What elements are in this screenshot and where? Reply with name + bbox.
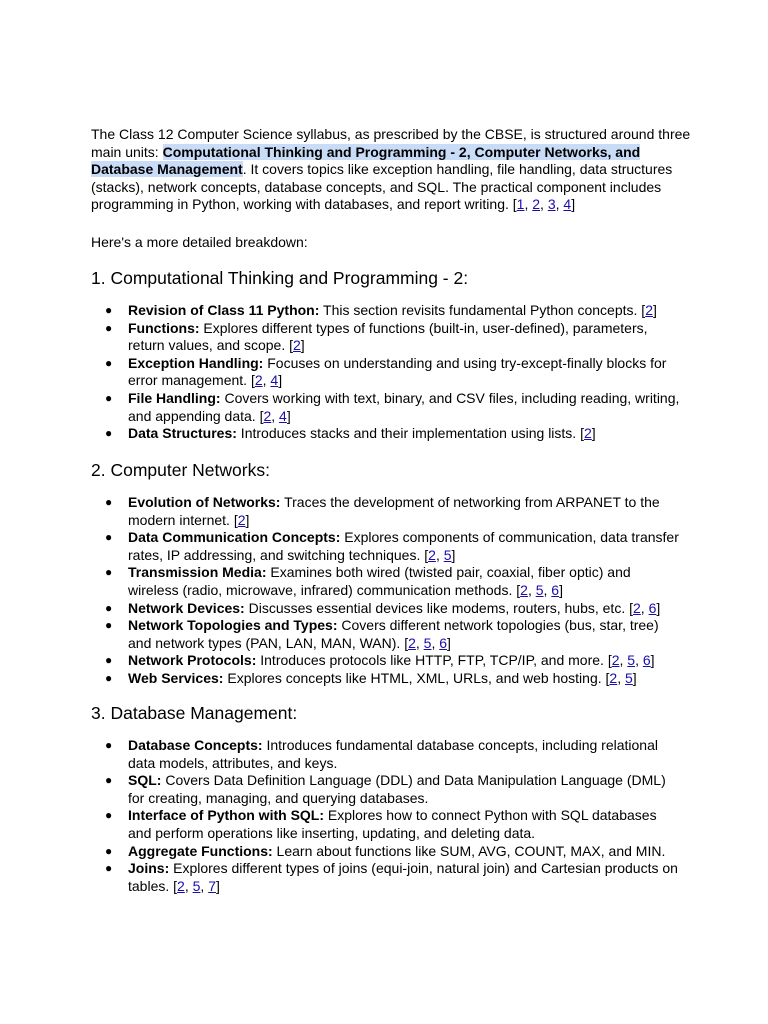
citation-link[interactable]: 5 <box>535 581 544 598</box>
citation-link[interactable]: 2 <box>408 634 416 651</box>
bullet-icon: ● <box>105 808 113 823</box>
item-title: Functions: <box>128 319 200 336</box>
item-text: Focuses on understanding and using try-except-finally blocks for error management. <box>128 354 667 389</box>
list-item: ● Data Structures: Introduces stacks and their implementation using lists. [2] <box>105 425 596 442</box>
item-title: Joins: <box>128 860 170 877</box>
citation-link[interactable]: 2 <box>237 511 246 528</box>
item-title: Database Concepts: <box>128 737 263 753</box>
bullet-icon: ● <box>105 670 113 685</box>
item-title: Interface of Python with SQL: <box>128 807 325 824</box>
bullet-icon: ● <box>105 426 113 441</box>
bullet-icon: ● <box>105 653 113 668</box>
citation-link[interactable]: 2 <box>532 196 541 213</box>
citation-link[interactable]: 5 <box>627 652 636 669</box>
item-text: Learn about functions like SUM, AVG, COUNT, MAX, and MIN. <box>272 842 666 859</box>
citation-link[interactable]: 2 <box>633 599 641 616</box>
citation-link[interactable]: 5 <box>625 669 633 686</box>
item-title: SQL: <box>128 772 162 789</box>
list-item: ● Network Protocols: Introduces protocols like HTTP, FTP, TCP/IP, and more. [2, 5, 6] <box>105 652 655 669</box>
intro-highlight: Computational Thinking and Programming - 2, Computer Networks, and Database Management <box>91 143 641 178</box>
bullet-icon: ● <box>105 495 113 509</box>
bullet-icon: ● <box>105 738 113 752</box>
section-list-database <box>91 737 681 895</box>
citation-link[interactable]: 6 <box>642 652 651 669</box>
section-heading-programming: 1. Computational Thinking and Programming - 2: <box>91 268 469 288</box>
list-item: ● Network Topologies and Types: Covers different network topologies (bus, star, tree) and network types (PAN, LAN, MAN, WAN). [2, 5, 6] <box>105 617 659 651</box>
list-item: ● Joins: Explores different types of joins (equi-join, natural join) and Cartesian products on tables. [2, 5, 7] <box>105 860 678 894</box>
item-text: Explores components of communication, data transfer rates, IP addressing, and switching techniques. <box>128 529 679 563</box>
citation-link[interactable]: 3 <box>547 196 556 213</box>
intro-citations: [1, 2, 3, 4] <box>512 196 576 213</box>
item-title: Revision of Class 11 Python: <box>128 302 320 318</box>
list-item: ● Web Services: Explores concepts like HTML, XML, URLs, and web hosting. [2, 5] <box>105 669 637 686</box>
citation-link[interactable]: 5 <box>443 546 452 563</box>
item-text: Introduces fundamental database concepts, including relational data models, attributes, and keys. <box>128 737 658 771</box>
section-list-networks <box>91 494 681 688</box>
citation-link[interactable]: 2 <box>609 669 618 686</box>
intro-paragraph <box>91 126 691 214</box>
item-title: Network Topologies and Types: <box>128 617 338 634</box>
item-text: Covers working with text, binary, and CSV files, including reading, writing, and appending data. <box>128 389 680 424</box>
bullet-icon: ● <box>105 843 113 858</box>
bullet-icon: ● <box>105 530 113 545</box>
item-text: Introduces stacks and their implementation using lists. <box>236 425 581 442</box>
item-title: Exception Handling: <box>128 354 264 371</box>
item-text: Explores different types of functions (built-in, user-defined), parameters, return values, and scope. <box>128 319 648 354</box>
item-text: Discusses essential devices like modems, routers, hubs, etc. <box>244 599 630 616</box>
section-list-programming <box>91 302 681 443</box>
citation-link[interactable]: 2 <box>520 581 528 598</box>
item-title: File Handling: <box>128 389 221 406</box>
list-item: ● Evolution of Networks: Traces the development of networking from ARPANET to the modern internet. [2] <box>105 494 660 528</box>
citation-link[interactable]: 4 <box>270 372 279 389</box>
item-title: Network Devices: <box>128 599 245 616</box>
citation-link[interactable]: 1 <box>516 196 525 213</box>
bullet-icon: ● <box>105 773 113 788</box>
item-text: Explores concepts like HTML, XML, URLs, and web hosting. <box>223 669 606 686</box>
item-title: Network Protocols: <box>128 652 257 669</box>
bullet-icon: ● <box>105 390 113 405</box>
list-item: ● Network Devices: Discusses essential devices like modems, routers, hubs, etc. [2, 6] <box>105 599 661 616</box>
citation-link[interactable]: 6 <box>648 599 657 616</box>
list-item <box>91 843 681 861</box>
citation-link[interactable]: 2 <box>428 546 436 563</box>
item-text: Examines both wired (twisted pair, coaxial, fiber optic) and wireless (radio, microwave, infrared) communication methods. <box>128 564 631 598</box>
list-item: ● File Handling: Covers working with text, binary, and CSV files, including reading, writing, and appending data. [2, 4] <box>105 389 680 424</box>
citation-link[interactable]: 6 <box>551 581 560 598</box>
citation-link[interactable]: 6 <box>439 634 448 651</box>
bullet-icon: ● <box>105 320 113 335</box>
bullet-icon: ● <box>105 565 113 580</box>
item-text: Introduces protocols like HTTP, FTP, TCP/IP, and more. <box>256 652 608 669</box>
intro-text-before: The Class 12 Computer Science syllabus, as prescribed by the CBSE, is structured around three main units: <box>91 126 691 160</box>
bullet-icon: ● <box>105 600 113 615</box>
citation-link[interactable]: 2 <box>583 425 592 442</box>
item-title: Transmission Media: <box>128 564 267 581</box>
section-heading-networks: 2. Computer Networks: <box>91 460 270 480</box>
list-item: ● Transmission Media: Examines both wired (twisted pair, coaxial, fiber optic) and wireless (radio, microwave, infrared) communication methods. [2, 5, 6] <box>105 564 631 598</box>
citation-link[interactable]: 2 <box>611 652 620 669</box>
item-text: Traces the development of networking from ARPANET to the modern internet. <box>128 494 660 528</box>
bullet-icon: ● <box>105 618 113 633</box>
item-text: Explores how to connect Python with SQL databases and perform operations like inserting, updating, and deleting data. <box>128 807 657 841</box>
citation-link[interactable]: 5 <box>423 634 432 651</box>
intro-text-after: . It covers topics like exception handling, file handling, data structures (stacks), network concepts, database concepts, and SQL. The practical component includes programming in Python, working with databases, and report writing. <box>91 161 673 213</box>
item-text: This section revisits fundamental Python concepts. <box>319 302 642 318</box>
list-item <box>91 772 681 807</box>
list-item <box>91 737 681 772</box>
item-title: Evolution of Networks: <box>128 494 281 510</box>
list-item: ● Revision of Class 11 Python: This section revisits fundamental Python concepts. [2] <box>105 302 657 318</box>
item-title: Data Structures: <box>128 425 237 442</box>
citation-link[interactable]: 5 <box>192 877 201 894</box>
item-text: Covers different network topologies (bus, star, tree) and network types (PAN, LAN, MAN, WAN). <box>128 617 659 651</box>
item-title: Web Services: <box>128 669 224 686</box>
item-title: Aggregate Functions: <box>128 842 273 859</box>
item-text: Covers Data Definition Language (DDL) and Data Manipulation Language (DML) for creating, managing, and querying databases. <box>128 772 666 806</box>
bullet-icon: ● <box>105 861 113 876</box>
citation-link[interactable]: 4 <box>563 196 572 213</box>
breakdown-text: Here's a more detailed breakdown: <box>91 234 308 250</box>
bullet-icon: ● <box>105 355 113 370</box>
list-item <box>91 807 681 842</box>
document-body <box>91 126 691 894</box>
citation-link[interactable]: 2 <box>645 302 653 318</box>
list-item: ● Functions: Explores different types of functions (built-in, user-defined), parameters, return values, and scope. [2] <box>105 319 648 354</box>
citation-link[interactable]: 2 <box>293 337 301 354</box>
section-heading-database: 3. Database Management: <box>91 703 298 723</box>
list-item: ● Data Communication Concepts: Explores components of communication, data transfer rates, IP addressing, and switching techniques. [2, 5] <box>105 529 679 563</box>
list-item: ● Exception Handling: Focuses on understanding and using try-except-finally blocks for error management. [2, 4] <box>105 354 667 389</box>
citation-link[interactable]: 7 <box>208 877 216 894</box>
citation-link[interactable]: 2 <box>263 407 272 424</box>
citation-link[interactable]: 4 <box>279 407 287 424</box>
bullet-icon: ● <box>105 303 113 317</box>
citation-link[interactable]: 2 <box>254 372 263 389</box>
citation-link[interactable]: 2 <box>177 877 185 894</box>
item-title: Data Communication Concepts: <box>128 529 341 546</box>
item-text: Explores different types of joins (equi-join, natural join) and Cartesian products on tables. <box>128 860 678 894</box>
